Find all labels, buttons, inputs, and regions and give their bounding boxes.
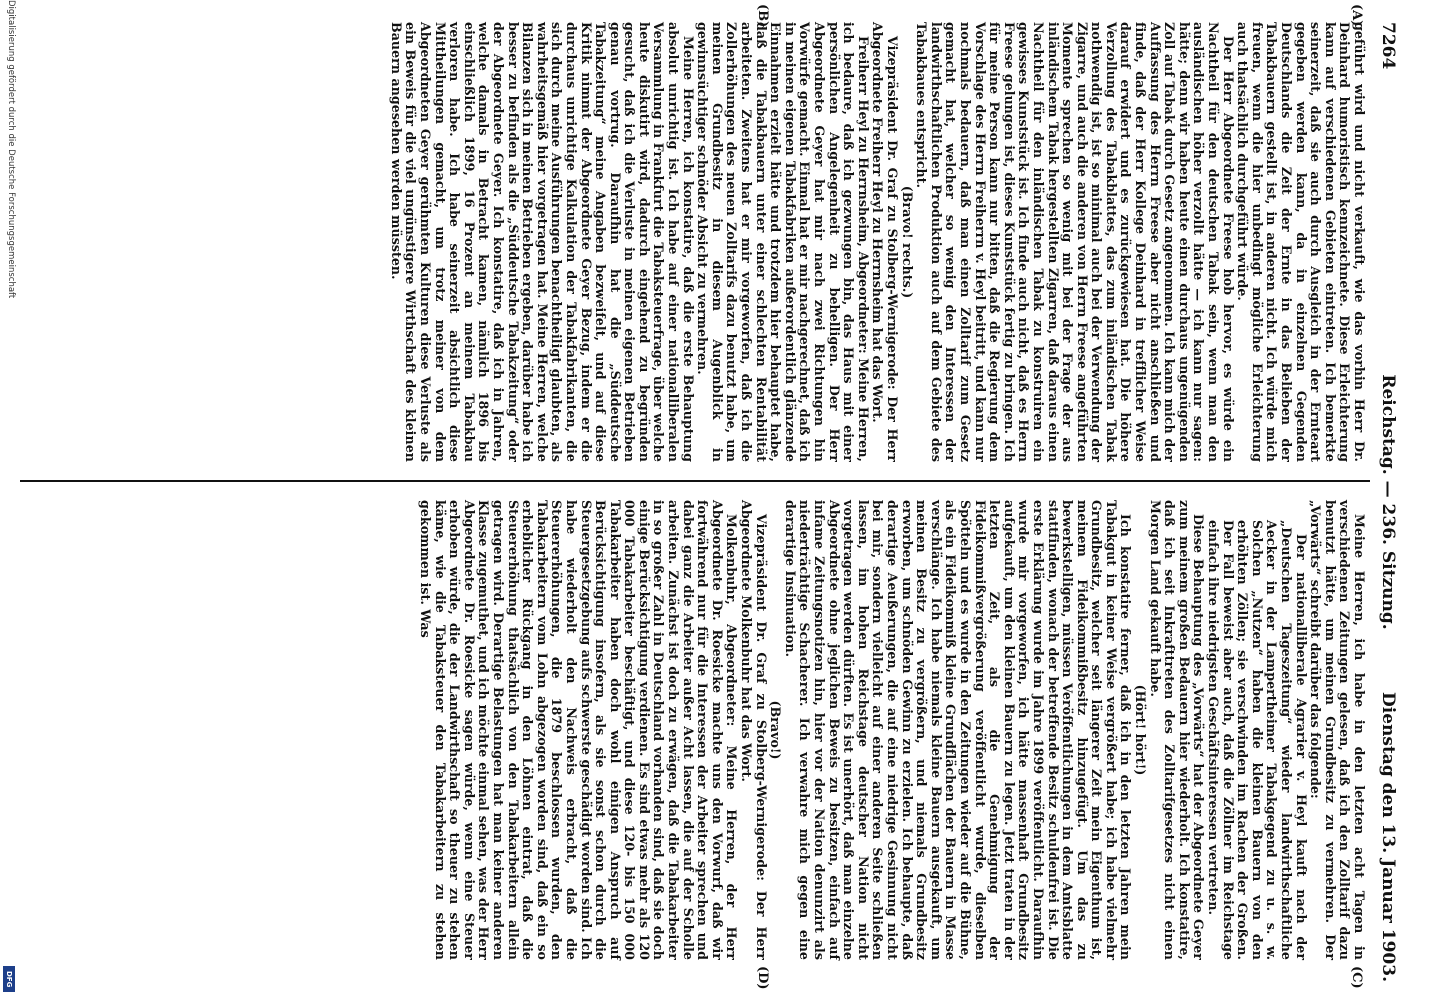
- right-column: [417, 500, 1366, 960]
- paragraph: Meine Herren, ich habe in den letzten acht Tagen in verschiedenen Zeitungen gelesen, daß ich den Zolltarif dazu benutzt hätte, um meinen Grundbesitz zu vermehren. Der „Vorwärts“ schreibt darüber das folgende:: [1308, 500, 1367, 960]
- speaker-intro: Vizepräsident Dr. Graf zu Stolberg-Wernigerode: Der Herr Abgeordnete Molkenbuhr hat das Wort.: [739, 500, 769, 960]
- interjection: (Bravo!): [768, 700, 784, 760]
- interjection: (Hört! hört!): [1133, 684, 1149, 776]
- quotation: Der nationalliberale Agrarier v. Heyl kauft nach der „Deutschen Tageszeitung“ wieder landwirthschaftliche Aecker in der Lampertheimer Tabakgegend zu u. s. w. Solchen „Nutzen“ haben die kleinen Bauern von den erhöhten Zöllen; sie verschwinden im Rachen der Großen. Der Fall beweist aber auch, daß die Zöllner im Reichstage einfach ihre niedrigsten Geschäftsinteressen vertreten.: [1206, 520, 1309, 960]
- page-title: Reichstag. — 236. Sitzung.: [1378, 374, 1398, 630]
- page-number: 7264: [1378, 22, 1398, 70]
- paragraph: geführt wird und nicht verkauft, wie das vorhin Herr Dr. Deinhard humoristisch kennzeichnete. Diese Erleichterung kann auf verschiedenen Gebieten eintreten. Ich bemerkte seinerzeit, daß sie auch durch Ausgleich in der Ernteart gegeben werden kann, da in einzelnen Gegenden Deutschlands die Zeit der Ernte in das Belieben der Tabakbauern gestellt ist, in anderen nicht. Ich würde mich freuen, wenn die hier unbedingt mögliche Erleichterung auch thatsächlich durchgeführt würde.: [1235, 22, 1367, 462]
- paragraph: Meine Herren, ich konstatire, daß die erste Behauptung absolut unrichtig ist. Ich habe auf einer nationalliberalen Versammlung in Frankfurt die Tabaksteuerfrage, über welche heute diskutirt wird, dadurch eingehend zu begründen gesucht, daß ich die Verluste in meinen eigenen Betrieben genau vortrug. Daraufhin hat die „Süddeutsche Tabakzeitung“ meine Angaben bezweifelt, und auf diese Kritik nimmt der Abgeordnete Geyer Bezug, indem er die durchaus unrichtige Kalkulation der Tabakfabrikanten, die sich durch meine Ausführungen benachtheiligt glaubten, als wahrheitsgemäß hier vorgetragen hat. Meine Herren, welche Bilanzen sich in meinen Betrieben ergeben, darüber habe ich besser zu befinden als die „Süddeutsche Tabakzeitung“ oder der Abgeordnete Geyer. Ich konstatire, daß ich in Jahren, welche damals in Betracht kamen, nämlich 1896 bis einschließlich 1899, 16 Prozent an meinem Tabakbau verloren habe. Ich habe seinerzeit absichtlich diese Mittheilungen gemacht, um trotz meiner von dem Abgeordneten Geyer gerühmten Kulturen diese Verluste als ein Beweis für die viel ungünstigere Wirthschaft des kleinen Bauern angesehen werden müssten.: [388, 22, 696, 462]
- paragraph: Freiherr Heyl zu Herrnsheim, Abgeordneter: Meine Herren, ich bedaure, daß ich gezwungen bin, das Haus mit einer persönlichen Angelegenheit zu behelligen. Der Herr Abgeordnete Geyer hat mir nach zwei Richtungen hin Vorwürfe gemacht. Einmal hat er mir nachgerechnet, daß ich in meinen eigenen Tabakfabriken außerordentlich glänzende Einnahmen erzielt hätte und trotzdem hier behauptet habe, daß die Tabakbauern unter einer schlechten Rentabilität arbeiteten. Zweitens hat er mir vorgeworfen, daß ich die Zollerhöhungen des neuen Zolltarifs dazu benutzt habe, um meinen Grundbesitz in diesem Augenblick in gewinnsüchtiger schnöder Absicht zu vermehren.: [695, 22, 871, 462]
- page-date: Dienstag den 13. Januar 1903.: [1378, 692, 1398, 982]
- margin-marker-c: (C): [1349, 966, 1364, 989]
- speaker-intro: Vizepräsident Dr. Graf zu Stolberg-Wernigerode: Der Herr Abgeordnete Freiherr Heyl zu Herrnsheim hat das Wort.: [870, 22, 900, 462]
- column-divider: [20, 480, 1370, 482]
- interjection: (Bravo! rechts.): [899, 185, 915, 299]
- margin-marker-a: (A): [1349, 4, 1364, 27]
- paragraph: Ich konstatire ferner, daß ich in den letzten Jahren mein Tabakgut in keiner Weise vergrößert habe; ich habe vielmehr Grundbesitz, welcher seit längerer Zeit mein Eigenthum ist, meinem Fideikommißbesitz hinzugefügt. Um das zu bewerkstelligen, müssen Veröffentlichungen in dem Amtsblatte stattfinden, wonach der betreffende Besitz schuldenfrei ist. Die erste Erklärung wurde im Jahre 1899 veröffentlicht. Daraufhin wurde mir vorgeworfen, ich hätte massenhaft Grundbesitz aufgekauft, um den kleinen Bauern zu legen. Jetzt traten in der letzten Zeit, als die Genehmigung der Fideikommißvergrößerung veröffentlicht wurde, dieselben Spötteln und es wurde in den Zeitungen wieder auf die Bühne, als ein Fideikommiß kleine Grundflächen der Bauern in Masse verschlänge. Ich habe niemals kleine Bauern ausgekauft, um meinen Besitz zu vergrößern, und niemals Grundbesitz erworben, um schnöden Gewinn zu erzielen. Ich behaupte, daß derartige Aeußerungen, die auf eine niedrige Gesinnung nicht bei mir, sondern vielleicht auf einer anderen Seite schließen lassen, im hohen Reichstage deutscher Nation nicht vorgetragen werden dürften. Es ist unerhört, daß man einzelne Abgeordnete ohne jeglichen Beweis zu besitzen, einfach auf infame Zeitungsnotizen hin, hier vor der Nation denunzirt als niederträchtige Schacherer. Ich verwahre mich gegen eine derartige Insinuation.: [782, 500, 1134, 960]
- rotated-scan: [10, 0, 1410, 1000]
- left-column: [388, 22, 1366, 462]
- dfg-logo: DFG: [3, 966, 15, 992]
- paragraph: Der Herr Abgeordnete Freese hob hervor, es würde ein Nachtheil für den deutschen Tabak sein, wenn man den ausländischen höher verzollt hätte — ich kann nur sagen: hätte; denn wir haben heute einen durchaus ungenügenden Zoll auf Tabak durch Gesetz angenommen. Ich kann mich der Auffassung des Herrn Freese aber nicht anschließen und finde, daß der Herr Kollege Deinhard in trefflicher Weise darauf erwidert und es zurückgewiesen hat. Die höhere Verzollung des Tabakblattes, das zum inländischen Tabak nothwendig ist, ist so minimal auch bei der Verwendung der Zigarre, und auch die anderen von Herrn Freese angeführten Momente sprechen so wenig mit bei der Frage der aus inländischem Tabak hergestellten Zigarren, daß daraus einen Nachtheil für den inländischen Tabak zu konstruiren ein gewisses Kunststück ist. Ich finde auch nicht, daß es Herrn Freese gelungen ist, dieses Kunststück fertig zu bringen. Ich für meine Person kann nur bitten, daß die Regierung dem Vorschlage des Herrn Freiherrn v. Heyl beitritt, und kann nur nochmals bedauern, daß man einen Zolltarif zum Gesetz gemacht hat, welcher so wenig den Interessen der landwirthschaftlichen Produktion auch auf dem Gebiete des Tabakbaues entspricht.: [914, 22, 1236, 462]
- digitization-note-text: Digitalisierung gefördert durch die Deutsche Forschungsgemeinschaft: [6, 0, 16, 299]
- margin-marker-d: (D): [755, 966, 770, 990]
- paragraph: Molkenbuhr, Abgeordneter: Meine Herren, der Herr Abgeordnete Dr. Roesicke machte uns den Vorwurf, daß wir fortwährend nur für die Interessen der Arbeiter sprechen und dabei ganz die Arbeiter außer Acht lassen, die auf der Scholle arbeiten. Zunächst ist doch zu erwägen, daß die Tabakarbeiter in so großer Zahl in Deutschland vorhanden sind, daß sie doch einige Berücksichtigung verdienen. Es sind etwas mehr als 120 000 Tabakarbeiter beschäftigt, und diese 120- bis 150 000 Tabakarbeiter haben doch wohl einigen Anspruch auf Berücksichtigung insofern, als sie sonst schon durch die Steuergesetzgebung aufs schwerste geschädigt worden sind. Ich habe wiederholt den Nachweis erbracht, daß die Steuererhöhungen, die 1879 beschlossen wurden, den Tabakarbeitern vom Lohn abgezogen worden sind, daß ein so erheblicher Rückgang in den Löhnen eintrat, daß die Steuererhöhung thatsächlich von den Tabakarbeitern allein getragen wird. Derartige Belastungen hat man keiner anderen Klasse zugemuthet, und ich möchte einmal sehen, was der Herr Abgeordnete Dr. Roesicke sagen würde, wenn eine Steuer erhoben würde, die der Landwirthschaft so theuer zu stehen käme, wie die Tabaksteuer den Tabakarbeitern zu stehen gekommen ist. Was: [418, 500, 740, 960]
- paragraph: Diese Behauptung des „Vorwärts“ hat der Abgeordnete Geyer zum meinem großen Bedauern hier wiederholt. Ich konstatire, daß ich seit Inkrafttreten des Zolltarifgesetzes nicht einen Morgen Land gekauft habe.: [1147, 500, 1207, 960]
- page-header: [1372, 22, 1398, 982]
- margin-marker-b: (B): [755, 4, 770, 28]
